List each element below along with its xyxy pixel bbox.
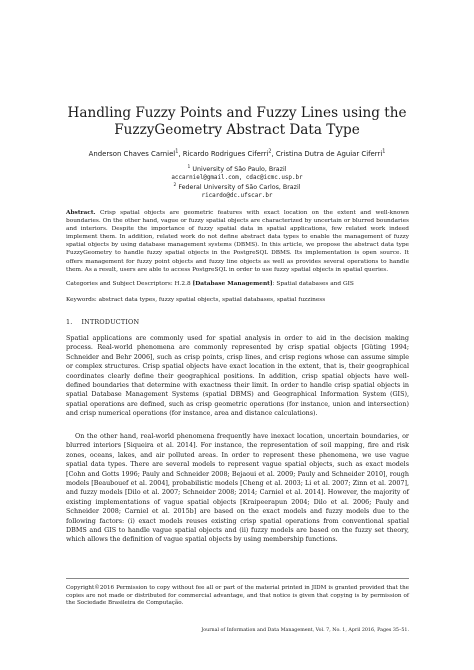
abstract-text: Crisp spatial objects are geometric features with exact location on the extent and well-known boundaries. On the other hand, vague or fuzzy spatial objects are characterized by uncertain or blurred boundaries and interiors. Despite the importance of fuzzy spatial data in spatial applications, few related work indeed implement them. In addition, related work do not define abstract data types to enable the management of fuzzy spatial objects by using database management systems (DBMS). In this article, we propose the abstract data type FuzzyGeometry to handle fuzzy spatial objects in the PostgreSQL DBMS. Its implementation is open source. It offers management for fuzzy point objects and fuzzy line objects as well as provides several operations to handle them. As a result, users are able to access PostgreSQL in order to use fuzzy spatial objects in spatial queries.	[66, 210, 410, 273]
author-list: Anderson Chaves Carniel$^1$, Ricardo Rodrigues Ciferri$^2$, Cristina Dutra de Aguiar Ciferri$^1$	[88, 149, 386, 158]
copyright-notice: Copyright©2016 Permission to copy without fee all or part of the material printed in JIDM is granted provided that the copies are not made or distributed for commercial advantage, and that notice is given that copying is by permission of the Sociedade Brasileira de Computação.	[66, 585, 409, 607]
journal-citation: Journal of Information and Data Management, Vol. 7, No. 1, April 2016, Pages 35–51.	[201, 628, 409, 633]
abstract	[66, 209, 409, 274]
affiliation-2	[30, 184, 444, 191]
affiliation-2-name: Federal University of São Carlos, Brazil	[178, 184, 301, 191]
categories-label: Categories and Subject Descriptors:	[66, 281, 173, 287]
intro-paragraph-2: On the other hand, real-world phenomena frequently have inexact location, uncertain boundaries, or blurred interiors [Siqueira et al. 2014]. For instance, the representation of soil mapping, fire and risk zones, oceans, lakes, and air polluted areas. In order to represent these phenomena, we use vague spatial data types. There are several models to represent vague spatial objects, such as exact models [Cohn and Gotts 1996; Pauly and Schneider 2008; Bejaoui et al. 2009; Pauly and Schneider 2010], rough models [Beaubouef et al. 2004], probabilistic models [Cheng et al. 2003; Li et al. 2007; Zinn et al. 2007], and fuzzy models [Dilo et al. 2007; Schneider 2008; 2014; Carniel et al. 2014]. However, the majority of existing implementations of vague spatial objects [Kraipeerapun 2004; Dilo et al. 2006; Pauly and Schneider 2008; Carniel et al. 2015b] are based on the exact models and fuzzy models due to the following factors: (i) exact models reuses existing crisp spatial operations from conventional spatial DBMS and GIS to handle vague spatial objects and (ii) fuzzy models are based on the fuzzy set theory, which allows the definition of vague spatial objects by using membership functions.	[66, 432, 409, 544]
author-2-affiliation: 2	[268, 149, 272, 155]
intro-paragraph-1: Spatial applications are commonly used for spatial analysis in order to aid in the decision making process. Real-world phenomena are commonly represented by crisp spatial objects [Güting 1994; Schneider and Behr 2006], such as crisp points, crisp lines, and crisp regions whose can assume simple or complex structures. Crisp spatial objects have exact location in the extent, that is, their geographical coordinates clearly define their geographical positions. In addition, crisp spatial objects have well-defined boundaries that determine with exactness their limit. In order to handle crisp spatial objects in spatial Database Management Systems (spatial DBMS) and Geographical Information System (GIS), spatial operations are defined, such as crisp geometric operations (for instance, union and intersection) and crisp numerical operations (for instance, area and distance calculations).	[66, 334, 409, 418]
keywords-text: abstract data types, fuzzy spatial objects, spatial databases, spatial fuzziness	[98, 297, 326, 303]
keywords-line	[66, 296, 409, 304]
affiliation-2-email: ricardo@dc.ufscar.br	[201, 193, 273, 199]
affiliation-2-marker: 2	[173, 182, 177, 188]
section-title: INTRODUCTION	[81, 318, 140, 326]
affiliation-1-email: accarniel@gmail.com, cdac@icmc.usp.br	[171, 175, 303, 181]
section-heading	[66, 318, 139, 326]
author-1-affiliation: 1	[175, 149, 179, 155]
abstract-label: Abstract.	[66, 210, 96, 216]
footnote-rule	[66, 578, 409, 579]
paper-title	[40, 105, 434, 139]
title-line-1: Handling Fuzzy Points and Fuzzy Lines using the	[67, 105, 407, 121]
author-2: Ricardo Rodrigues Ciferri	[182, 150, 269, 158]
affiliation-1-marker: 1	[187, 164, 191, 170]
categories-line	[66, 280, 409, 288]
author-3: Cristina Dutra de Aguiar Ciferri	[275, 150, 383, 158]
categories-bracket: [Database Management]	[192, 281, 273, 287]
keywords-label: Keywords:	[66, 297, 97, 303]
affiliation-1	[30, 166, 444, 173]
categories-code: H.2.8	[174, 281, 191, 287]
author-1: Anderson Chaves Carniel	[88, 150, 176, 158]
title-line-2: FuzzyGeometry Abstract Data Type	[114, 122, 360, 138]
affiliation-1-name: University of São Paulo, Brazil	[192, 166, 287, 173]
author-3-affiliation: 1	[382, 149, 386, 155]
categories-rest: : Spatial databases and GIS	[272, 281, 354, 287]
section-number: 1.	[66, 318, 73, 326]
